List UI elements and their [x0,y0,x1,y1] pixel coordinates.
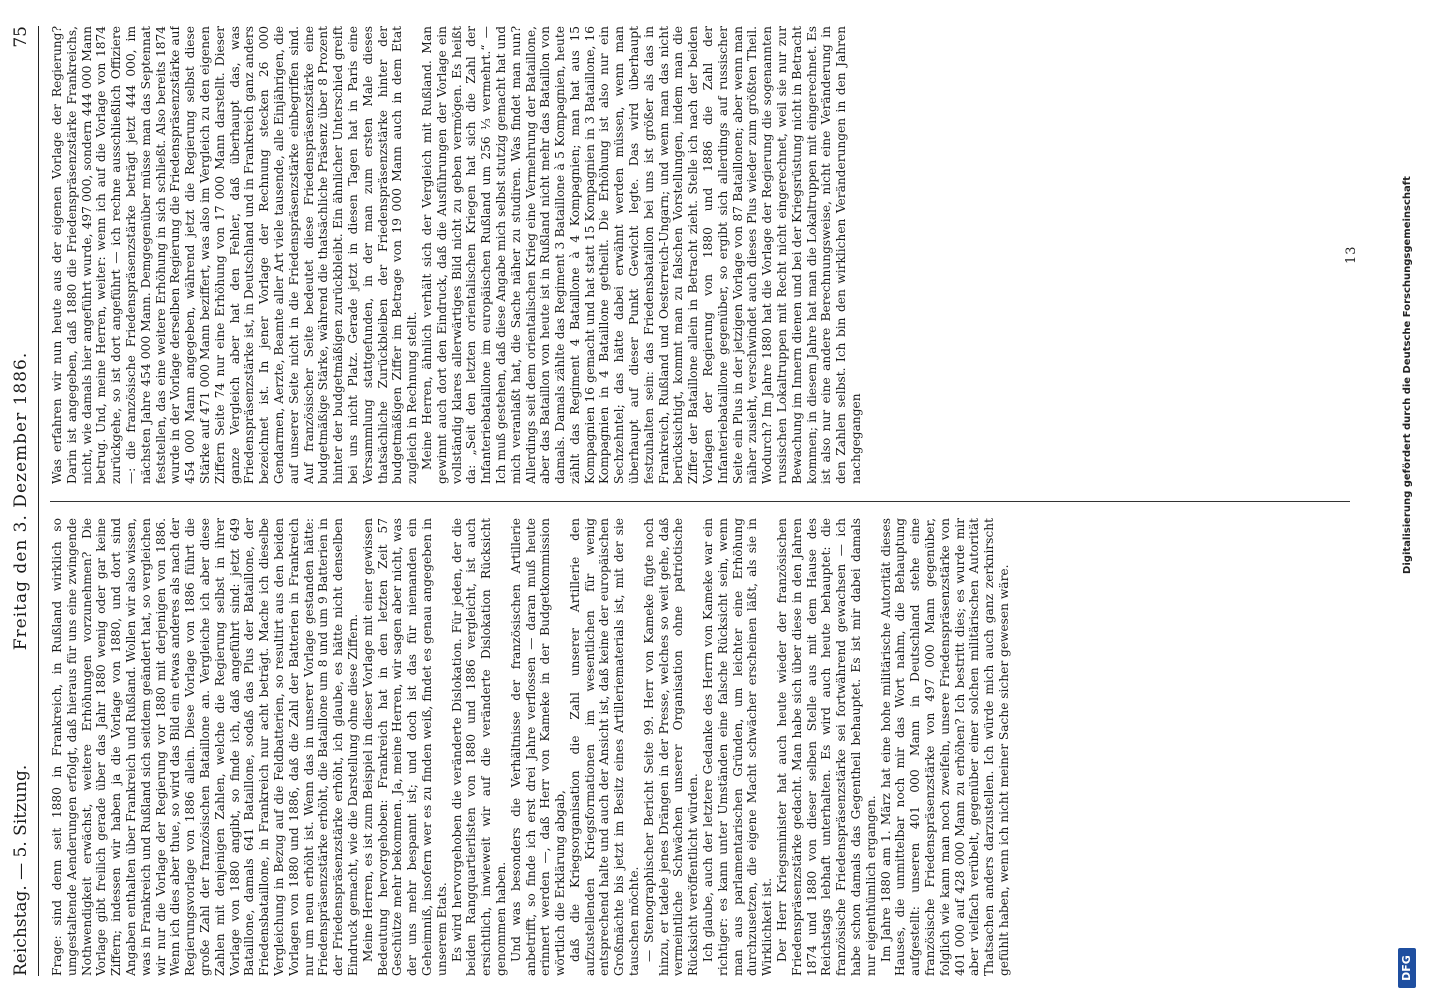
sheet-signature: 13 [1344,245,1359,264]
paragraph: Und was besonders die Verhältnisse der französischen Artillerie anbetrifft, so finde ich erst drei Jahre verflossen — daran muß heute erinnert werden —, daß Herr von Kameke in der Budgetkommission wörtlich die Erklärung abgab, [508,518,568,976]
paragraph: Es wird hervorgehoben die veränderte Dislokation. Für jeden, der die beiden Rangquartierlisten von 1880 und 1886 vergleicht, ist auch ersichtlich, inwieweit wir auf die veränderte Dislokation Rücksicht genommen haben. [449,518,508,976]
column-rule [50,501,1350,502]
paragraph: — Stenographischer Bericht Seite 99. Herr von Kameke fügte noch hinzu, er tadele jenes Drängen in der Presse, welches so weit gehe, daß vermeintliche Schwächen unserer Organisation ohne patriotische Rücksicht veröffentlicht würden. [641,518,701,976]
paragraph: daß die Kriegsorganisation die Zahl unserer Artillerie den aufzustellenden Kriegsformationen im wesentlichen für wenig entsprechend halte und auch der Ansicht ist, daß keine der europäischen Großmächte bis jetzt im Besitz eines Artilleriematerials ist, mit der sie tauschen möchte. [567,518,642,976]
paragraph: Ich glaube, auch der letztere Gedanke des Herrn von Kameke war ein richtiger: es kann unter Umständen eine falsche Rücksicht sein, wenn man aus parlamentarischen Gründen, um leichter eine Erhöhung durchzusetzen, die eigene Macht schwächer erscheinen läßt, als sie in Wirklichkeit ist. [701,518,775,976]
digitization-credit: Digitalisierung gefördert durch die Deutsche Forschungsgemeinschaft [1402,176,1413,574]
page-header [8,26,34,976]
paragraph: Der Herr Kriegsminister hat auch heute wieder der französischen Friedenspräsenzstärke gedacht. Man habe sich über diese in den Jahren 1874 und 1880 von dieser selben Stelle aus mit dem Hause des Reichstags lebhaft unterhalten. Es wird auch heute behauptet: die französische Friedenspräsenzstärke sei fortwährend gewachsen — ich habe schon damals das Gegentheil behauptet. Es ist mir dabei damals nur eigenthümlich ergangen. [775,518,878,976]
dfg-logo: DFG [1398,948,1416,988]
paragraph: Meine Herren, es ist zum Beispiel in dieser Vorlage mit einer gewissen Bedeutung hervorgehoben: Frankreich hat in den letzten Zeit 57 Geschütze mehr bekommen. Ja, meine Herren, wir sagen aber nicht, was der uns mehr bespannt ist; und doch ist das für niemanden ein Geheimniß, insofern wer es zu finden weiß, findet es genau angegeben in unserem Etats. [360,518,449,976]
paragraph: Frage: sind denn seit 1880 in Frankreich, in Rußland wirklich so umgestaltende Aenderungen erfolgt, daß hieraus für uns eine zwingende Nothwendigkeit erwächst, weitere Erhöhungen vorzunehmen? Die Vorlage gibt freilich gerade über das Jahr 1880 wenig oder gar keine Ziffern; indessen wir haben ja die Vorlage von 1880, und dort sind Angaben enthalten über Frankreich und Rußland. Wollen wir also wissen, was in Frankreich und Rußland sich seitdem geändert hat, so vergleichen wir nur die Vorlage der Regierung vor 1880 mit derjenigen von 1886. Wenn ich dies aber thue, so wird das Bild ein etwas anderes als nach der Regierungsvorlage von 1886 allein. Diese Vorlage von 1886 führt die große Zahl der französischen Bataillone an. Vergleiche ich aber diese Zahlen mit denjenigen Zahlen, welche die Regierung selbst in ihrer Vorlage von 1880 angibt, so finde ich, daß angeführt sind: jetzt 649 Bataillone, damals 641 Bataillone, sodaß das Plus der Bataillone, der Friedensbataillone, in Frankreich nur acht beträgt. Mache ich dieselbe Vergleichung in Bezug auf die Feldbatterien, so resultirt aus den beiden Vorlagen von 1880 und 1886, daß die Zahl der Batterien in Frankreich nur um neun erhöht ist. Wenn das in unserer Vorlage gestanden hätte: Friedenspräsenzstärke erhöht, die Bataillone um 8 und um 9 Batterien in der Friedenspräsenzstärke erhöht, ich glaube, es hätte nicht denselben Eindruck gemacht, wie die Darstellung ohne diese Ziffern. [50,518,360,976]
paragraph: Im Jahre 1880 am 1. März hat eine hohe militärische Autorität dieses Hauses, die unmittelbar noch mir das Wort nahm, die Behauptung aufgestellt: unseren 401 000 Mann in Deutschland stehe eine französische Friedenspräsenzstärke von 497 000 Mann gegenüber, folglich wie kann man noch zweifeln, unsere Friedenspräsenzstärke von 401 000 auf 428 000 Mann zu erhöhen? Ich bestritt dies; es wurde mir aber vielfach verübelt, gegenüber einer solchen militärischen Autorität Thatsachen anders darzustellen. Ich würde mich auch ganz zerknirscht gefühlt haben, wenn ich nicht meiner Sache sicher gewesen wäre. [878,518,1011,976]
header-rule [38,26,39,976]
paragraph: Was erfahren wir nun heute aus der eigenen Vorlage der Regierung? Darin ist angegeben, daß 1880 die Friedenspräsenzstärke Frankreichs, nicht, wie damals hier angeführt wurde, 497 000, sondern 444 000 Mann betrug. Und, meine Herren, weiter: wenn ich auf die Vorlage von 1874 zurückgehe, so ist dort angeführt — ich rechne ausschließlich Offiziere —: die französische Friedenspräsenzstärke beträgt jetzt 444 000, im nächsten Jahre 454 000 Mann. Demgegenüber müsse man das Septennat feststellen, das eine weitere Erhöhung in sich schließt. Also bereits 1874 wurde in der Vorlage derselben Regierung die Friedenspräsenzstärke auf 454 000 Mann angegeben, während jetzt die Regierung selbst diese Stärke auf 471 000 Mann beziffert, was also im Vergleich zu den eigenen Ziffern Seite 74 nur eine Erhöhung von 17 000 Mann darstellt. Dieser ganze Vergleich aber hat den Fehler, daß überhaupt das, was Friedenspräsenzstärke ist, in Deutschland und in Frankreich ganz anders bezeichnet ist. In jener Vorlage der Rechnung stecken 26 000 Gendarmen, Aerzte, Beamte aller Art viele tausende, alle Einjährigen, die auf unserer Seite nicht in die Friedenspräsenzstärke einbegriffen sind. Auf französischer Seite bedeutet diese Friedenspräsenzstärke eine budgetmäßige Stärke, während die thatsächliche Präsenz über 8 Prozent hinter der budgetmäßigen zurückbleibt. Ein ähnlicher Unterschied greift bei uns nicht Platz. Gerade jetzt in diesen Tagen hat in Paris eine Versammlung stattgefunden, in der man zum ersten Male dieses thatsächliche Zurückbleiben der Friedenspräsenzstärke hinter der budgetmäßigen Ziffer im Betrage von 19 000 Mann auch in dem Etat zugleich in Rechnung stellt. [50,26,420,484]
running-head-left: Reichstag. — 5. Sitzung. [11,764,31,976]
running-head-date: Freitag den 3. Dezember 1886. [11,351,31,651]
page-number: 75 [11,26,31,48]
text-column-right [50,26,1360,484]
text-column-left [50,518,1360,976]
paragraph: Meine Herren, ähnlich verhält sich der Vergleich mit Rußland. Man gewinnt auch dort den Eindruck, daß die Ausführungen der Vorlage ein vollständig klares allerwärtiges Bild nicht zu geben vermögen. Es heißt da: „Seit den letzten orientalischen Kriegen hat sich die Zahl der Infanteriebataillone im europäischen Rußland um 256 ⅓ vermehrt.“ — Ich muß gestehen, daß diese Angabe mich selbst stutzig gemacht hat und mich veranlaßt hat, die Sache näher zu studiren. Was findet man nun? Allerdings seit dem orientalischen Krieg eine Vermehrung der Bataillone, aber das Bataillon von heute ist in Rußland nicht mehr das Bataillon von damals. Damals zählte das Regiment 3 Bataillone à 5 Kompagnien, heute zählt das Regiment 4 Bataillone à 4 Kompagnien; man hat aus 15 Kompagnien 16 gemacht und hat statt 15 Kompagnien in 3 Bataillone, 16 Kompagnien in 4 Bataillone getheilt. Die Erhöhung ist also nur ein Sechzehntel; das hätte dabei erwähnt werden müssen, wenn man überhaupt auf dieser Punkt Gewicht legte. Das wird überhaupt festzuhalten sein: das Friedensbataillon bei uns ist größer als das in Frankreich, Rußland und Oesterreich-Ungarn; und wenn man das nicht berücksichtigt, kommt man zu falschen Vorstellungen, indem man die Ziffer der Bataillone allein in Betracht zieht. Stelle ich nach der beiden Vorlagen der Regierung von 1880 und 1886 die Zahl der Infanteriebataillone gegenüber, so ergibt sich allerdings auf russischer Seite ein Plus in der jetzigen Vorlage von 87 Bataillonen; aber wenn man näher zusieht, verschwindet auch dieses Plus wieder zum größten Theil. Wodurch? Im Jahre 1880 hat die Vorlage der Regierung die sogenannten russischen Lokaltruppen mit Recht nicht eingerechnet, weil sie nur zur Bewachung im Innern dienen und bei der Kriegsrüstung nicht in Betracht kommen; in diesem Jahre hat man die Lokaltruppen mit eingerechnet. Es ist also nur eine andere Berechnungsweise, nicht eine Veränderung in den Zahlen selbst. Ich bin den wirklichen Veränderungen in den Jahren nachgegangen [419,26,864,484]
